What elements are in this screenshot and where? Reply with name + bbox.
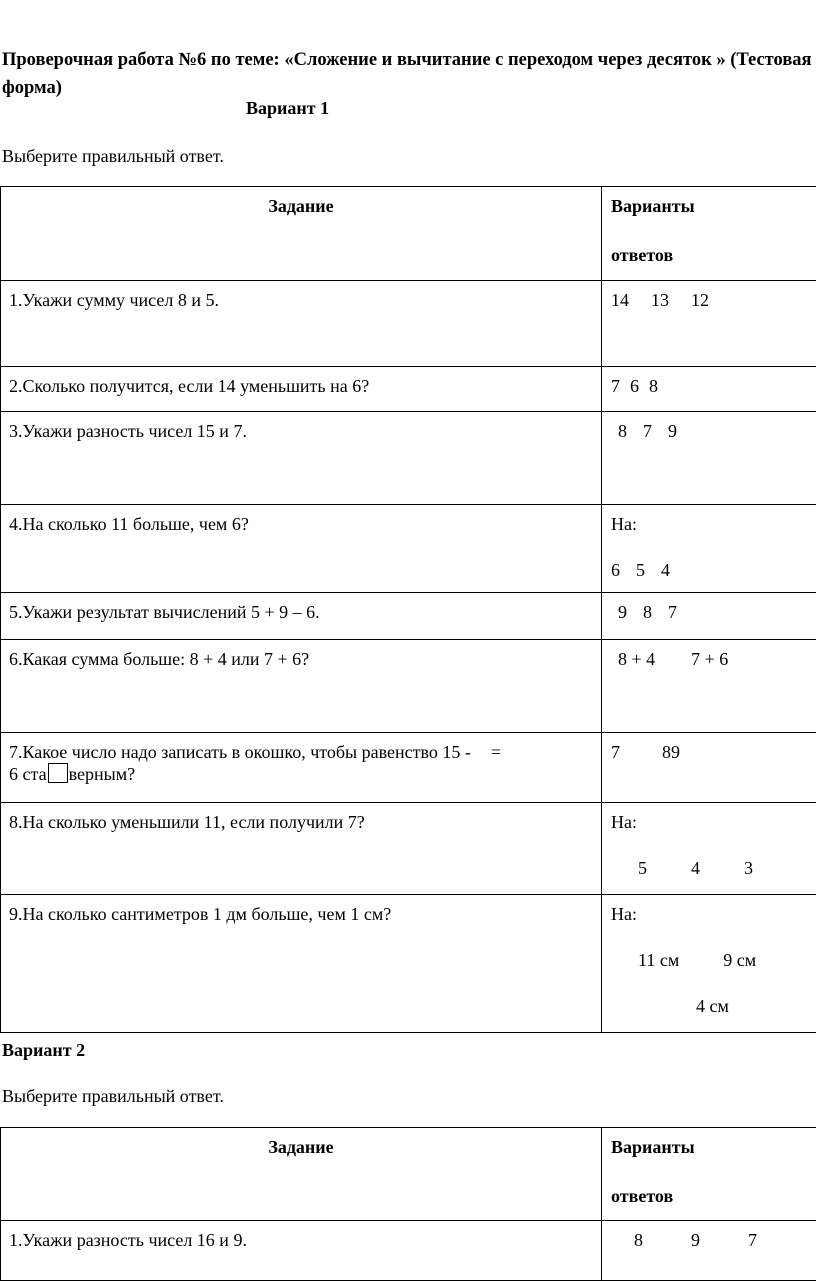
answers-9 [602,895,816,1033]
table-header-row [1,1128,816,1221]
answer-option[interactable]: 7 [643,421,652,441]
answer-option[interactable]: 5 [638,858,647,878]
task-6: 6.Какая сумма больше: 8 + 4 или 7 + 6? [1,640,602,733]
task-5: 5.Укажи результат вычислений 5 + 9 – 6. [1,593,602,640]
answer-option[interactable]: 12 [691,290,709,310]
answer-option[interactable]: 9 [618,602,627,622]
header-answers-line2: ответов [611,244,816,266]
answer-option[interactable]: 8 [662,742,671,762]
task-9: 9.На сколько сантиметров 1 дм больше, чем 1 см? [1,895,602,1033]
table-row [1,593,816,640]
header-answers-line2: ответов [611,1185,816,1207]
table-header-row [1,187,816,281]
header-task: Задание [1,1128,602,1221]
task-1: 1.Укажи сумму чисел 8 и 5. [1,281,602,367]
instruction-variant-1: Выберите правильный ответ. [2,146,224,167]
answer-prefix: На: [611,514,637,534]
answer-option[interactable]: 7 [611,742,620,762]
answers-3 [602,412,816,505]
answer-option[interactable]: 9 [671,742,680,762]
answer-prefix: На: [611,812,637,832]
answer-option[interactable]: 7 + 6 [691,649,728,669]
answers-6 [602,640,816,733]
table-row [1,733,816,803]
table-row [1,803,816,895]
answer-option[interactable]: 8 [649,376,658,396]
answer-option[interactable]: 14 [611,290,629,310]
answer-option[interactable]: 6 [630,376,639,396]
table-row [1,367,816,412]
answers-2 [602,367,816,412]
answers-8 [602,803,816,895]
answer-option[interactable]: 4 см [696,996,729,1016]
task-3: 3.Укажи разность чисел 15 и 7. [1,412,602,505]
table-row [1,1221,816,1281]
table-row [1,640,816,733]
answer-option[interactable]: 9 см [723,950,756,970]
answer-option[interactable]: 7 [668,602,677,622]
table-row [1,412,816,505]
page-title: Проверочная работа №6 по теме: «Сложение и вычитание с переходом через десяток » (Тестовая форма) [2,46,814,102]
answer-box[interactable] [48,763,68,783]
task-2: 2.Сколько получится, если 14 уменьшить на 6? [1,367,602,412]
instruction-variant-2: Выберите правильный ответ. [2,1086,224,1107]
answer-option[interactable]: 4 [661,560,670,580]
answers-7 [602,733,816,803]
table-row [1,281,816,367]
table-row [1,895,816,1033]
variant-1-heading: Вариант 1 [246,98,329,119]
answer-option[interactable]: 9 [691,1230,700,1250]
answer-option[interactable]: 6 [611,560,620,580]
answer-option[interactable]: 11 см [638,950,679,970]
header-task: Задание [1,187,602,281]
task-7: 7.Какое число надо записать в окошко, чтобы равенство 15 - = 6 ста верным? [1,733,602,803]
header-answers [602,1128,816,1221]
header-answers [602,187,816,281]
test-table-variant-1 [0,186,816,1033]
task-1: 1.Укажи разность чисел 16 и 9. [1,1221,602,1281]
answer-option[interactable]: 8 [634,1230,643,1250]
table-row [1,505,816,593]
answers-5 [602,593,816,640]
answer-option[interactable]: 3 [744,858,753,878]
answer-option[interactable]: 4 [691,858,700,878]
answer-option[interactable]: 8 + 4 [618,649,655,669]
answers-4 [602,505,816,593]
task-8: 8.На сколько уменьшили 11, если получили 7? [1,803,602,895]
answer-option[interactable]: 7 [748,1230,757,1250]
answers-1 [602,281,816,367]
answer-option[interactable]: 8 [643,602,652,622]
variant-2-heading: Вариант 2 [2,1040,85,1061]
answer-option[interactable]: 5 [636,560,645,580]
answer-option[interactable]: 7 [611,376,620,396]
header-answers-line1: Варианты [611,1136,816,1158]
header-answers-line1: Варианты [611,195,816,217]
answer-option[interactable]: 9 [668,421,677,441]
test-table-variant-2 [0,1127,816,1281]
answer-prefix: На: [611,904,637,924]
answers-1 [602,1221,816,1281]
answer-option[interactable]: 8 [618,421,627,441]
answer-option[interactable]: 13 [651,290,669,310]
task-4: 4.На сколько 11 больше, чем 6? [1,505,602,593]
